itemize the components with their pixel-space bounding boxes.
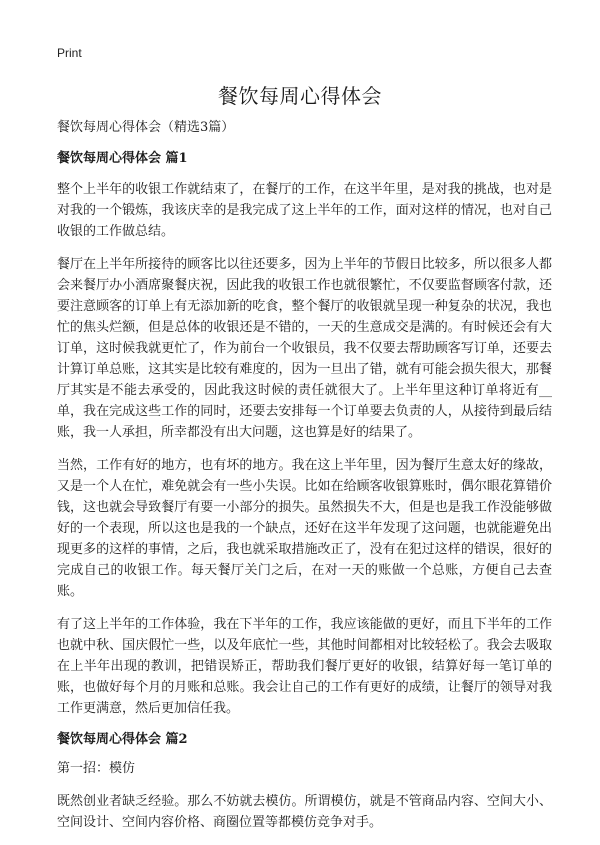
paragraph: 整个上半年的收银工作就结束了，在餐厅的工作，在这半年里，是对我的挑战，也对是对我的一个锻炼，我该庆幸的是我完成了这上半年的工作，面对这样的情况，也对自己收银的工作做总结。: [57, 182, 552, 239]
document-title: 餐饮每周心得体会: [218, 84, 382, 108]
section-heading: 餐饮每周心得体会 篇1: [57, 151, 188, 166]
paragraph: 当然，工作有好的地方，也有坏的地方。我在这上半年里，因为餐厅生意太好的缘故，又是一个人在忙，难免就会有一些小失误。比如在给顾客收银算账时，偶尔眼花算错价钱，这也就会导致餐厅有要一小部分的损失。虽然损失不大，但是也是我工作没能够做好的一个表现，所以这也是我的一个缺点，还好在这半年发现了这问题，也就能避免出现更多的这样的事情，之后，我也就采取措施改正了，没有在犯过这样的错误，很好的完成自己的收银工作。每天餐厅关门之后，在对一天的账做一个总账，方便自己去查账。: [57, 458, 552, 599]
paragraph: 有了这上半年的工作体验，我在下半年的工作，我应该能做的更好，而且下半年的工作也就中秋、国庆假忙一些，以及年底忙一些，其他时间都相对比较轻松了。我会去吸取在上半年出现的教训，把错误矫正，帮助我们餐厅更好的收银，结算好每一笔订单的账，也做好每个月的月账和总账。我会让自己的工作有更好的成绩，让餐厅的领导对我工作更满意，然后更加信任我。: [57, 617, 552, 716]
document-subtitle: 餐饮每周心得体会（精选3篇）: [57, 120, 235, 135]
section-subheading: 第一招：模仿: [57, 761, 136, 776]
section-1: [57, 150, 552, 719]
document-body: [57, 119, 552, 845]
paragraph: 餐厅在上半年所接待的顾客比以往还要多，因为上半年的节假日比较多，所以很多人都会来餐厅办小酒席聚餐庆祝，因此我的收银工作也就很繁忙，不仅要监督顾客付款，还要注意顾客的订单上有无添加新的吃食，整个餐厅的收银就呈现一种复杂的状况，我也忙的焦头烂额，但是总体的收银还是不错的，一天的生意成交是满的。有时候还会有大订单，这时候我就更忙了，作为前台一个收银员，我不仅要去帮助顾客写订单，还要去计算订单总账，这其实是比较有难度的，因为一旦出了错，就有可能会损失很大，那餐厅其实是不能去承受的，因此我这时候的责任就很大了。上半年里这种订单将近有__单，我在完成这些工作的同时，还要去安排每一个订单要去负责的人，从接待到最后结账，我一人承担，所幸都没有出大问题，这也算是好的结果了。: [57, 257, 552, 440]
section-heading: 餐饮每周心得体会 篇2: [57, 732, 188, 747]
print-link[interactable]: Print: [57, 46, 82, 60]
section-2: [57, 731, 552, 833]
paragraph: 既然创业者缺乏经验。那么不妨就去模仿。所谓模仿，就是不管商品内容、空间大小、空间设计、空间内容价格、商圈位置等都模仿竞争对手。: [57, 794, 552, 830]
